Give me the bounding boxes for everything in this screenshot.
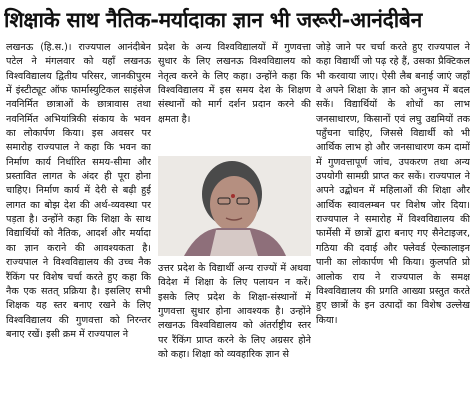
- article-column-1: [6, 41, 151, 401]
- article-column-2-top: [158, 41, 311, 153]
- portrait-photo-icon: [158, 156, 311, 256]
- column-2-top-text: प्रदेश के अन्य विश्वविद्यालयों में गुणवत्ता सुधार के लिए लखनऊ विश्वविद्यालय को नेतृत्व करने के लिए कहा। उन्होंने कहा कि विश्वविद्यालय में इस समय देश के शिक्षण संस्थानों को मार्ग दर्शन प्रदान करने की क्षमता है।: [158, 42, 311, 125]
- article-column-3: [316, 41, 470, 401]
- article-column-2-bottom: [158, 262, 311, 401]
- headline: शिक्षाके साथ नैतिक-मर्यादाका ज्ञान भी जरूरी-आनंदीबेन: [4, 8, 422, 32]
- column-2-bottom-text: उत्तर प्रदेश के विद्यार्थी अन्य राज्यों में अथवा विदेश में शिक्षा के लिए पलायन न करें। इसके लिए प्रदेश के शिक्षा-संस्थानों में गुणवत्ता सुधार होना आवश्यक है। उन्होंने लखनऊ विश्वविद्यालय को अंतर्राष्ट्रीय स्तर पर रैंकिंग प्राप्त करने के लिए अग्रसर होने को कहा। शिक्षा को व्यवहारिक ज्ञान से: [158, 263, 311, 361]
- column-1-text: लखनऊ (हि.स.)। राज्यपाल आनंदीबेन पटेल ने मंगलवार को यहाँ लखनऊ विश्वविद्यालय द्वितीय परिसर, जानकीपुरम में इंस्टीट्यूट ऑफ फार्मास्युटिकल साइंसेज नवनिर्मित छात्राओं के छात्रावास तथा नवनिर्मित अभियांत्रिकी संकाय के भवन का लोकार्पण किया। इस अवसर पर समारोह राज्यपाल ने कहा कि भवन का निर्माण कार्य निर्धारित समय-सीमा और प्रस्तावित लागत के अंदर ही पूरा होना चाहिए। निर्माण कार्य में देरी से बढ़ी हुई लागत का बोझ देश की अर्थ-व्यवस्था पर पड़ता है। उन्होंने कहा कि शिक्षा के साथ विद्यार्थियों को नैतिक, आदर्श और मर्यादा का ज्ञान कराने की आवश्यकता है। राज्यपाल ने विश्वविद्यालय की उच्च नैक रैंकिंग पर विशेष चर्चा करते हुए कहा कि नैक एक सतत् प्रक्रिया है। इसलिए सभी शिक्षक यह स्तर बनाए रखने के लिए विश्वविद्यालय की गुणवत्ता को निरन्तर बनाए रखें। इसी क्रम में राज्यपाल ने: [6, 42, 151, 340]
- portrait-photo: [158, 156, 311, 256]
- column-3-text: जोड़े जाने पर चर्चा करते हुए राज्यपाल ने कहा विद्यार्थी जो पढ़ रहे हैं, उसका प्रैक्टिकल भी करवाया जाए। ऐसी लैब बनाई जाएं जहाँ वे अपने शिक्षा के ज्ञान को अनुभव में बदल सकें। विद्यार्थियों के शोधों का लाभ जनसाधारण, किसानों एवं लघु उद्यमियों तक पहुँचना चाहिए, जिससे विद्यार्थी को भी आर्थिक लाभ हो और जनसाधारण कम दामों में गुणवत्तापूर्ण जांच, उपकरण तथा अन्य उपयोगी सामग्री प्राप्त कर सकें। राज्यपाल ने अपने उद्बोधन में महिलाओं की शिक्षा और आर्थिक स्वावलम्बन पर विशेष जोर दिया। राज्यपाल ने समारोह में विश्वविद्यालय की फार्मेसी में छात्रों द्वारा बनाए गए सैनेटाइजर, गठिया की दवाई और फ्लेवर्ड ऐल्कालाइन पानी का लोकार्पण भी किया। कुलपति प्रो आलोक राय ने राज्यपाल के समक्ष विश्वविद्यालय की प्रगति आख्या प्रस्तुत करते हुए छात्रों के इन उत्पादों का विशेष उल्लेख किया।: [316, 42, 470, 326]
